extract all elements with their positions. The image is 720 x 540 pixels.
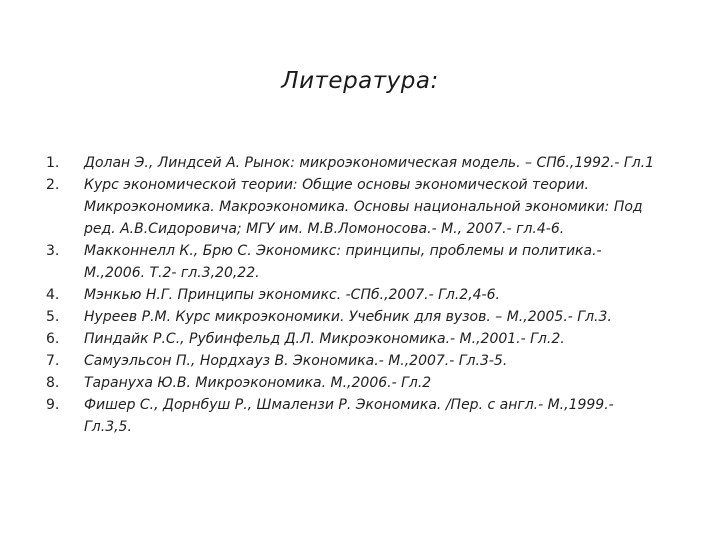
reference-number: 7.: [46, 353, 60, 369]
reference-number: 4.: [46, 287, 60, 303]
reference-item: [0, 284, 720, 306]
reference-item: [0, 394, 720, 438]
reference-text: Мэнкью Н.Г. Принципы экономикс. -СПб.,2007.- Гл.2,4-6.: [84, 287, 500, 303]
reference-item: [0, 174, 720, 240]
reference-text: Фишер С., Дорнбуш Р., Шмалензи Р. Экономика. /Пер. с англ.- М.,1999.- Гл.3,5.: [84, 397, 614, 435]
reference-number: 8.: [46, 375, 60, 391]
reference-list: [0, 152, 720, 438]
reference-number: 5.: [46, 309, 60, 325]
reference-item: [0, 152, 720, 174]
reference-number: 9.: [46, 397, 60, 413]
reference-item: [0, 328, 720, 350]
reference-text: Долан Э., Линдсей А. Рынок: микроэкономическая модель. – СПб.,1992.- Гл.1: [84, 155, 655, 171]
reference-number: 2.: [46, 177, 60, 193]
reference-item: [0, 240, 720, 284]
reference-number: 3.: [46, 243, 60, 259]
reference-item: [0, 306, 720, 328]
reference-text: Тарануха Ю.В. Микроэкономика. М.,2006.- Гл.2: [84, 375, 432, 391]
reference-text: Самуэльсон П., Нордхауз В. Экономика.- М.,2007.- Гл.3-5.: [84, 353, 508, 369]
reference-text: Пиндайк Р.С., Рубинфельд Д.Л. Микроэкономика.- М.,2001.- Гл.2.: [84, 331, 565, 347]
reference-item: [0, 350, 720, 372]
reference-item: [0, 372, 720, 394]
reference-text: Нуреев Р.М. Курс микроэкономики. Учебник для вузов. – М.,2005.- Гл.3.: [84, 309, 612, 325]
reference-number: 1.: [46, 155, 60, 171]
reference-text: Курс экономической теории: Общие основы экономической теории. Микроэкономика. Макроэкономика. Основы национальной экономики: Под ред. А.В.Сидоровича; МГУ им. М.В.Ломоносова.- М., 2007.- гл.4-6.: [84, 177, 643, 237]
reference-number: 6.: [46, 331, 60, 347]
reference-text: Макконнелл К., Брю С. Экономикс: принципы, проблемы и политика.- М.,2006. Т.2- гл.3,20,22.: [84, 243, 602, 281]
slide-title: Литература:: [281, 68, 439, 94]
